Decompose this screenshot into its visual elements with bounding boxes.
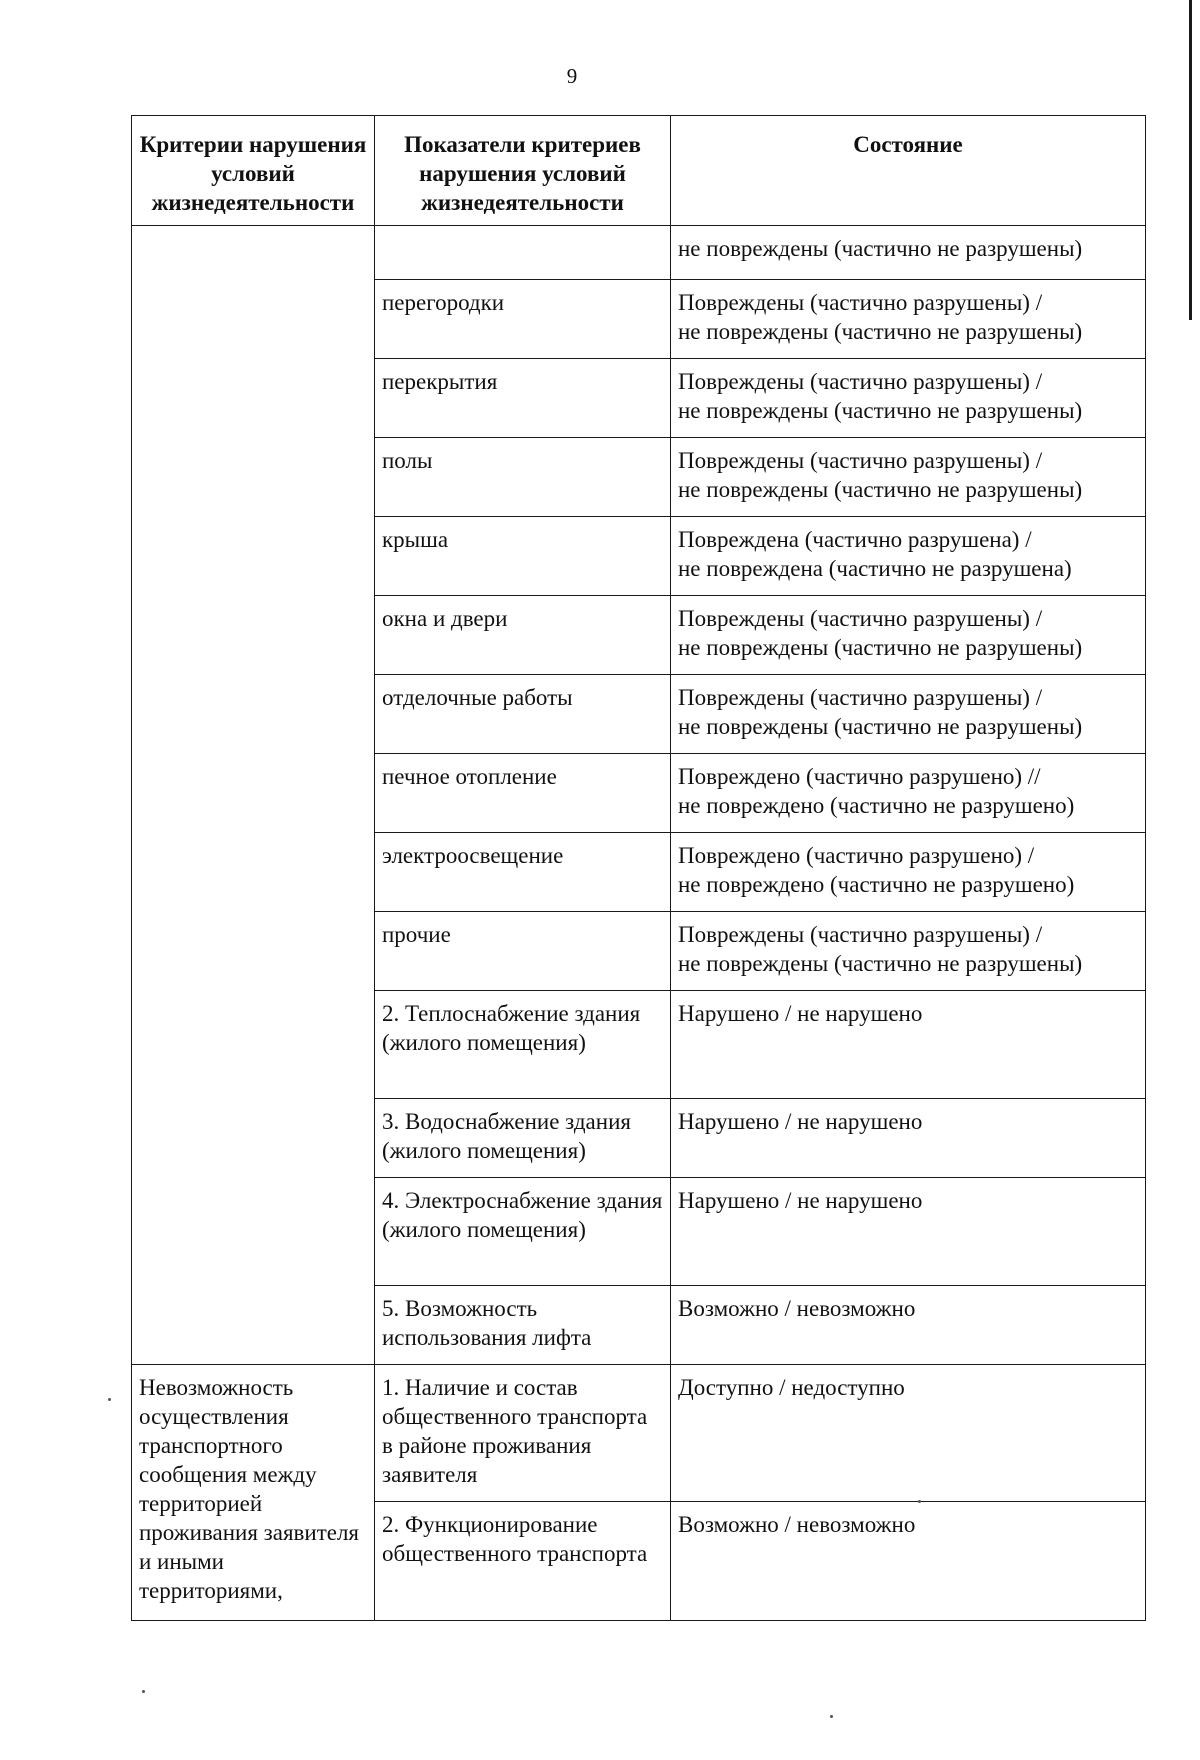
- indicator-cell: окна и двери: [375, 596, 671, 675]
- indicator-cell: полы: [375, 438, 671, 517]
- criteria-table: [131, 115, 1146, 1621]
- indicator-cell: 2. Теплоснабжение здания (жилого помещения): [375, 991, 671, 1099]
- table-row: [132, 226, 1146, 280]
- header-indicators: Показатели критериев нарушения условий жизнедеятельности: [375, 116, 671, 226]
- state-cell: Повреждены (частично разрушены) / не повреждены (частично не разрушены): [671, 912, 1146, 991]
- state-cell: Повреждено (частично разрушено) // не повреждено (частично не разрушено): [671, 754, 1146, 833]
- state-cell: Нарушено / не нарушено: [671, 1178, 1146, 1286]
- state-cell: Повреждены (частично разрушены) / не повреждены (частично не разрушены): [671, 675, 1146, 754]
- header-criteria: Критерии нарушения условий жизнедеятельности: [132, 116, 375, 226]
- indicator-cell: перекрытия: [375, 359, 671, 438]
- indicator-cell: 1. Наличие и состав общественного транспорта в районе проживания заявителя: [375, 1365, 671, 1502]
- state-cell: Повреждена (частично разрушена) / не повреждена (частично не разрушена): [671, 517, 1146, 596]
- header-state: Состояние: [671, 116, 1146, 226]
- scan-speck: [108, 1398, 111, 1401]
- state-cell: Возможно / невозможно: [671, 1286, 1146, 1365]
- state-cell: Нарушено / не нарушено: [671, 991, 1146, 1099]
- state-cell: Повреждены (частично разрушены) / не повреждены (частично не разрушены): [671, 596, 1146, 675]
- criteria-cell-continued: [132, 226, 375, 1365]
- state-cell: Повреждены (частично разрушены) / не повреждены (частично не разрушены): [671, 280, 1146, 359]
- indicator-cell: печное отопление: [375, 754, 671, 833]
- state-cell: Доступно / недоступно: [671, 1365, 1146, 1502]
- scan-speck: [918, 1500, 921, 1503]
- state-cell: Возможно / невозможно: [671, 1502, 1146, 1621]
- page-number: 9: [566, 64, 578, 88]
- table-row: [132, 1365, 1146, 1502]
- state-cell: Повреждено (частично разрушено) / не повреждено (частично не разрушено): [671, 833, 1146, 912]
- scan-speck: [142, 1690, 145, 1693]
- indicator-cell: 3. Водоснабжение здания (жилого помещения): [375, 1099, 671, 1178]
- state-cell: Повреждены (частично разрушены) / не повреждены (частично не разрушены): [671, 438, 1146, 517]
- indicator-cell: прочие: [375, 912, 671, 991]
- indicator-cell: крыша: [375, 517, 671, 596]
- indicator-cell: электроосвещение: [375, 833, 671, 912]
- indicator-cell: перегородки: [375, 280, 671, 359]
- scan-speck: [830, 1715, 833, 1718]
- indicator-cell: 4. Электроснабжение здания (жилого помещения): [375, 1178, 671, 1286]
- indicator-cell: [375, 226, 671, 280]
- scan-edge-mark: [1189, 0, 1192, 320]
- state-cell: Нарушено / не нарушено: [671, 1099, 1146, 1178]
- indicator-cell: 2. Функционирование общественного транспорта: [375, 1502, 671, 1621]
- criteria-cell-transport: Невозможность осуществления транспортного сообщения между территорией проживания заявителя и иными территориями,: [132, 1365, 375, 1621]
- indicator-cell: 5. Возможность использования лифта: [375, 1286, 671, 1365]
- state-cell: не повреждены (частично не разрушены): [671, 226, 1146, 280]
- state-cell: Повреждены (частично разрушены) / не повреждены (частично не разрушены): [671, 359, 1146, 438]
- indicator-cell: отделочные работы: [375, 675, 671, 754]
- table-header-row: [132, 116, 1146, 226]
